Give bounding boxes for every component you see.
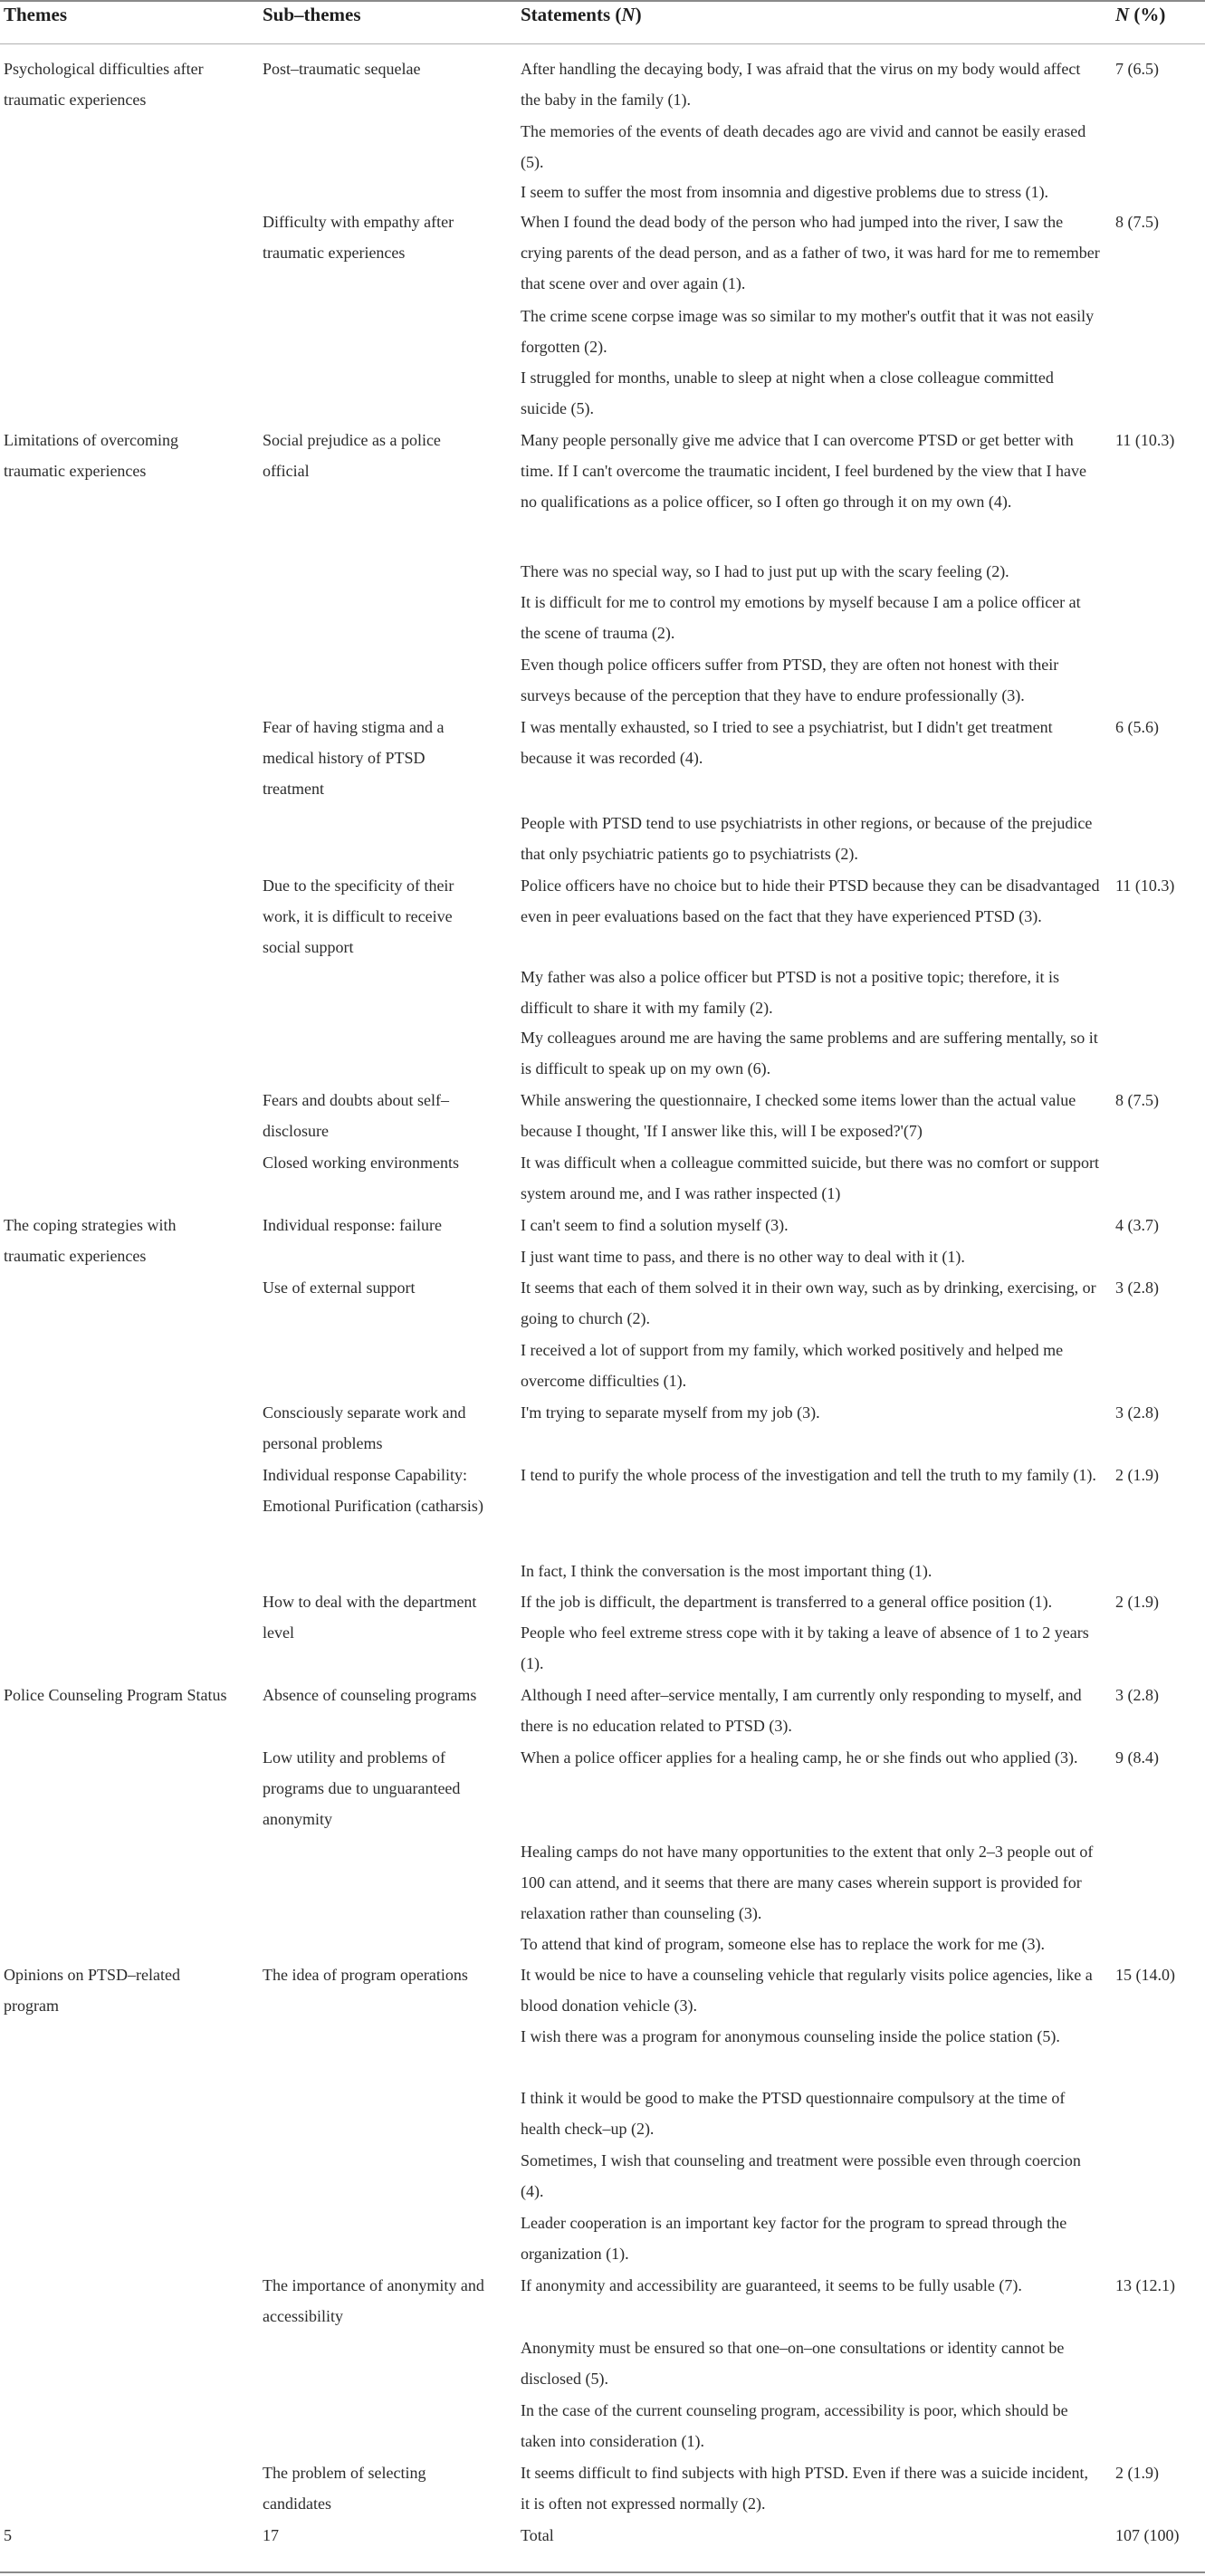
table-top-rule — [0, 0, 1205, 2]
statement-9: It is difficult for me to control my emotions by myself because I am a police officer at the scene of trauma (2). — [521, 593, 1081, 642]
count-16: 13 (12.1) — [1115, 2276, 1175, 2294]
header-rule — [0, 43, 1205, 44]
statement-25: If the job is difficult, the department is transferred to a general office position (1). — [521, 1593, 1053, 1611]
statement-3: I seem to suffer the most from insomnia and digestive problems due to stress (1). — [521, 183, 1049, 201]
statement-7: Many people personally give me advice that I can overcome PTSD or get better with time. If I can't overcome the traumatic incident, I feel burdened by the view that I have no qualifications as a police officer, so I often go through it on my own (4). — [521, 431, 1086, 511]
count-13: 3 (2.8) — [1115, 1686, 1159, 1704]
statement-31: It would be nice to have a counseling vehicle that regularly visits police agencies, like a blood donation vehicle (3). — [521, 1966, 1093, 2015]
header-statements: Statements (N) — [521, 4, 642, 25]
count-5: 11 (10.3) — [1115, 876, 1175, 895]
statement-32: I wish there was a program for anonymous counseling inside the police station (5). — [521, 2027, 1060, 2045]
subtheme-4: Fear of having stigma and a medical history of PTSD treatment — [263, 718, 445, 798]
statement-26: People who feel extreme stress cope with it by taking a leave of absence of 1 to 2 years (1). — [521, 1623, 1089, 1672]
footer-total-count: 107 (100) — [1115, 2526, 1180, 2544]
header-themes: Themes — [4, 4, 67, 25]
statement-5: The crime scene corpse image was so similar to my mother's outfit that it was not easily forgotten (2). — [521, 307, 1095, 356]
header-n-percent: N (%) — [1115, 4, 1166, 25]
count-10: 3 (2.8) — [1115, 1403, 1159, 1422]
statement-21: I received a lot of support from my family, which worked positively and helped me overcome difficulties (1). — [521, 1341, 1064, 1390]
subtheme-6: Fears and doubts about self–disclosure — [263, 1091, 449, 1140]
count-6: 8 (7.5) — [1115, 1091, 1159, 1109]
subtheme-9: Use of external support — [263, 1278, 416, 1297]
theme-2: Limitations of overcoming traumatic experiences — [4, 431, 178, 480]
subtheme-7: Closed working environments — [263, 1154, 459, 1172]
statement-14: My father was also a police officer but PTSD is not a positive topic; therefore, it is difficult to share it with my family (2). — [521, 968, 1060, 1017]
subtheme-11: Individual response Capability: Emotional Purification (catharsis) — [263, 1466, 483, 1515]
count-3: 11 (10.3) — [1115, 431, 1175, 449]
subtheme-14: Low utility and problems of programs due to unguaranteed anonymity — [263, 1748, 461, 1828]
count-14: 9 (8.4) — [1115, 1748, 1159, 1767]
theme-1: Psychological difficulties after traumatic experiences — [4, 60, 204, 109]
statement-35: Leader cooperation is an important key factor for the program to spread through the organization (1). — [521, 2214, 1067, 2263]
statement-2: The memories of the events of death decades ago are vivid and cannot be easily erased (5). — [521, 122, 1086, 171]
count-12: 2 (1.9) — [1115, 1593, 1159, 1611]
count-8: 4 (3.7) — [1115, 1216, 1159, 1234]
count-4: 6 (5.6) — [1115, 718, 1159, 736]
count-9: 3 (2.8) — [1115, 1278, 1159, 1297]
footer-total-label: Total — [521, 2526, 554, 2544]
statement-34: Sometimes, I wish that counseling and treatment were possible even through coercion (4). — [521, 2151, 1081, 2200]
header-sub-themes: Sub–themes — [263, 4, 361, 25]
statement-4: When I found the dead body of the person who had jumped into the river, I saw the crying parents of the dead person, and as a father of two, it was hard for me to remember that scene over and over again (1). — [521, 213, 1100, 292]
count-15: 15 (14.0) — [1115, 1966, 1175, 1984]
statement-20: It seems that each of them solved it in their own way, such as by drinking, exercising, or going to church (2). — [521, 1278, 1096, 1327]
statement-8: There was no special way, so I had to just put up with the scary feeling (2). — [521, 562, 1009, 580]
statement-37: Anonymity must be ensured so that one–on–one consultations or identity cannot be disclosed (5). — [521, 2339, 1065, 2388]
count-11: 2 (1.9) — [1115, 1466, 1159, 1484]
count-17: 2 (1.9) — [1115, 2464, 1159, 2482]
table-bottom-rule — [0, 2571, 1205, 2573]
subtheme-2: Difficulty with empathy after traumatic experiences — [263, 213, 454, 262]
subtheme-16: The importance of anonymity and accessibility — [263, 2276, 484, 2325]
statement-28: When a police officer applies for a healing camp, he or she finds out who applied (3). — [521, 1748, 1078, 1767]
subtheme-12: How to deal with the department level — [263, 1593, 477, 1642]
statement-11: I was mentally exhausted, so I tried to see a psychiatrist, but I didn't get treatment because it was recorded (4). — [521, 718, 1053, 767]
statement-13: Police officers have no choice but to hide their PTSD because they can be disadvantaged even in peer evaluations based on the fact that they have experienced PTSD (3). — [521, 876, 1100, 925]
statement-23: I tend to purify the whole process of the investigation and tell the truth to my family (1). — [521, 1466, 1096, 1484]
statement-19: I just want time to pass, and there is no other way to deal with it (1). — [521, 1248, 965, 1266]
statement-29: Healing camps do not have many opportunities to the extent that only 2–3 people out of 100 can attend, and it seems that there are many cases wherein support is provided for relaxation rather than counseling (3). — [521, 1843, 1094, 1922]
subtheme-15: The idea of program operations — [263, 1966, 468, 1984]
statement-39: It seems difficult to find subjects with high PTSD. Even if there was a suicide incident, it is often not expressed normally (2). — [521, 2464, 1089, 2513]
statement-6: I struggled for months, unable to sleep at night when a close colleague committed suicide (5). — [521, 369, 1054, 417]
statement-17: It was difficult when a colleague committed suicide, but there was no comfort or support system around me, and I was rather inspected (1) — [521, 1154, 1099, 1202]
statement-27: Although I need after–service mentally, I am currently only responding to myself, and there is no education related to PTSD (3). — [521, 1686, 1082, 1735]
statement-16: While answering the questionnaire, I checked some items lower than the actual value because I thought, 'If I answer like this, will I be exposed?'(7) — [521, 1091, 1076, 1140]
statement-18: I can't seem to find a solution myself (3). — [521, 1216, 789, 1234]
count-1: 7 (6.5) — [1115, 60, 1159, 78]
statement-1: After handling the decaying body, I was afraid that the virus on my body would affect the baby in the family (1). — [521, 60, 1081, 109]
subtheme-3: Social prejudice as a police official — [263, 431, 441, 480]
subtheme-1: Post–traumatic sequelae — [263, 60, 421, 78]
subtheme-13: Absence of counseling programs — [263, 1686, 477, 1704]
subtheme-8: Individual response: failure — [263, 1216, 442, 1234]
count-2: 8 (7.5) — [1115, 213, 1159, 231]
statement-12: People with PTSD tend to use psychiatrists in other regions, or because of the prejudice that only psychiatric patients go to psychiatrists (2). — [521, 814, 1093, 863]
statement-36: If anonymity and accessibility are guaranteed, it seems to be fully usable (7). — [521, 2276, 1022, 2294]
statement-33: I think it would be good to make the PTSD questionnaire compulsory at the time of health check–up (2). — [521, 2089, 1066, 2138]
footer-themes-count: 5 — [4, 2526, 12, 2544]
statement-10: Even though police officers suffer from PTSD, they are often not honest with their surveys because of the perception that they have to endure professionally (3). — [521, 656, 1059, 704]
statement-30: To attend that kind of program, someone else has to replace the work for me (3). — [521, 1935, 1046, 1953]
footer-subthemes-count: 17 — [263, 2526, 279, 2544]
statement-22: I'm trying to separate myself from my job (3). — [521, 1403, 820, 1422]
subtheme-5: Due to the specificity of their work, it is difficult to receive social support — [263, 876, 454, 956]
theme-5: Opinions on PTSD–related program — [4, 1966, 180, 2015]
statement-38: In the case of the current counseling program, accessibility is poor, which should be taken into consideration (1). — [521, 2401, 1068, 2450]
theme-4: Police Counseling Program Status — [4, 1686, 227, 1704]
subtheme-10: Consciously separate work and personal problems — [263, 1403, 466, 1452]
statement-15: My colleagues around me are having the same problems and are suffering mentally, so it is difficult to speak up on my own (6). — [521, 1029, 1098, 1077]
subtheme-17: The problem of selecting candidates — [263, 2464, 426, 2513]
statement-24: In fact, I think the conversation is the most important thing (1). — [521, 1562, 932, 1580]
theme-3: The coping strategies with traumatic experiences — [4, 1216, 177, 1265]
